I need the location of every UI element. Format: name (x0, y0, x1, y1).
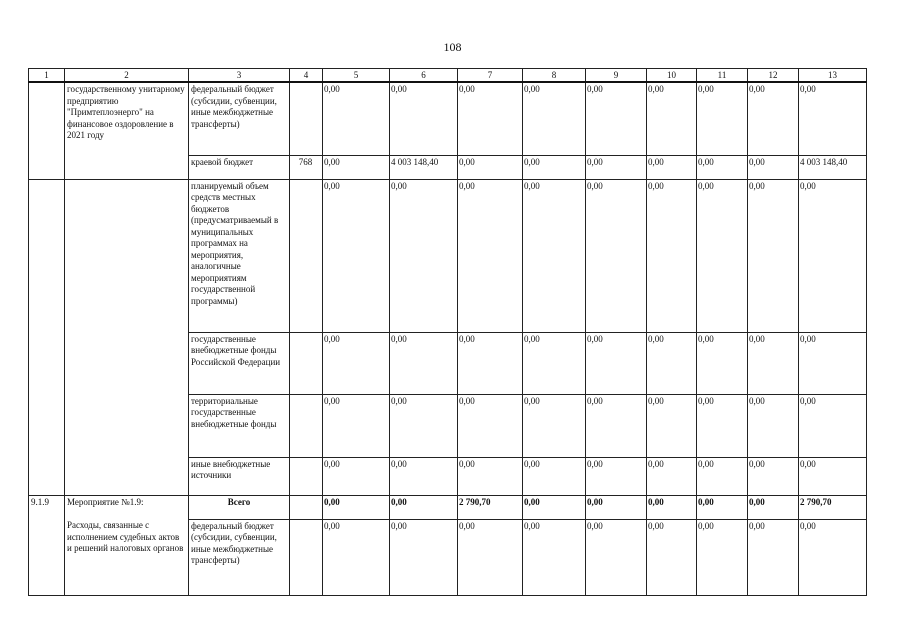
column-header: 12 (748, 69, 799, 83)
row-number-cell (29, 82, 65, 155)
value-cell: 0,00 (748, 179, 799, 332)
funding-source: федеральный бюджет (субсидии, субвенции, иные межбюджетные трансферты) (189, 519, 290, 595)
measure-description: Расходы, связанные с исполнением судебных актов и решений налоговых органов (65, 519, 189, 595)
value-cell: 0,00 (748, 332, 799, 394)
funding-source: территориальные государственные внебюджетные фонды (189, 394, 290, 457)
table-row (29, 179, 867, 332)
value-cell: 4 003 148,40 (799, 155, 867, 179)
value-cell: 0,00 (586, 332, 647, 394)
code-cell (290, 457, 323, 495)
value-cell: 0,00 (523, 179, 586, 332)
value-cell: 0,00 (323, 495, 390, 519)
value-cell: 0,00 (390, 82, 458, 155)
value-cell: 0,00 (697, 495, 748, 519)
measure-description-cont (65, 457, 189, 495)
row-number-cell (29, 394, 65, 457)
value-cell: 0,00 (799, 332, 867, 394)
funding-source: государственные внебюджетные фонды Российской Федерации (189, 332, 290, 394)
row-number-cell (29, 519, 65, 595)
code-cell (290, 394, 323, 457)
column-header: 9 (586, 69, 647, 83)
value-cell: 0,00 (458, 519, 523, 595)
value-cell: 0,00 (458, 332, 523, 394)
funding-source: краевой бюджет (189, 155, 290, 179)
value-cell: 0,00 (458, 82, 523, 155)
value-cell: 0,00 (647, 394, 697, 457)
row-number-cell (29, 457, 65, 495)
value-cell: 0,00 (523, 457, 586, 495)
measure-title: Мероприятие №1.9: (65, 495, 189, 519)
row-number-cell (29, 155, 65, 179)
column-header: 1 (29, 69, 65, 83)
value-cell: 0,00 (586, 155, 647, 179)
value-cell: 0,00 (323, 457, 390, 495)
table-row (29, 332, 867, 394)
table-row (29, 495, 867, 519)
value-cell: 0,00 (697, 394, 748, 457)
value-cell: 0,00 (390, 179, 458, 332)
value-cell: 0,00 (523, 82, 586, 155)
column-header: 4 (290, 69, 323, 83)
funding-source: иные внебюджетные источники (189, 457, 290, 495)
value-cell: 0,00 (458, 179, 523, 332)
column-header: 10 (647, 69, 697, 83)
column-header: 5 (323, 69, 390, 83)
value-cell: 0,00 (390, 495, 458, 519)
value-cell: 0,00 (799, 519, 867, 595)
value-cell: 0,00 (697, 82, 748, 155)
funding-source: Всего (189, 495, 290, 519)
funding-source: планируемый объем средств местных бюджетов (предусматриваемый в муниципальных программах на мероприятия, аналогичные мероприятиям государственной программы) (189, 179, 290, 332)
funding-source: федеральный бюджет (субсидии, субвенции, иные межбюджетные трансферты) (189, 82, 290, 155)
value-cell: 0,00 (799, 82, 867, 155)
value-cell: 0,00 (523, 394, 586, 457)
value-cell: 0,00 (697, 519, 748, 595)
value-cell: 0,00 (647, 82, 697, 155)
value-cell: 0,00 (748, 82, 799, 155)
measure-description: государственному унитарному предприятию "Примтеплоэнерго" на финансовое оздоровление в 2021 году (65, 82, 189, 155)
code-cell (290, 179, 323, 332)
value-cell: 0,00 (390, 332, 458, 394)
row-number-cell (29, 332, 65, 394)
code-cell (290, 495, 323, 519)
code-cell (290, 519, 323, 595)
budget-table (28, 68, 867, 596)
value-cell: 0,00 (647, 332, 697, 394)
column-header: 3 (189, 69, 290, 83)
value-cell: 0,00 (748, 495, 799, 519)
value-cell: 0,00 (523, 332, 586, 394)
value-cell: 0,00 (586, 179, 647, 332)
value-cell: 0,00 (523, 495, 586, 519)
code-cell (290, 82, 323, 155)
value-cell: 0,00 (799, 179, 867, 332)
table-row (29, 155, 867, 179)
value-cell: 0,00 (458, 394, 523, 457)
value-cell: 2 790,70 (458, 495, 523, 519)
column-header: 2 (65, 69, 189, 83)
column-header: 13 (799, 69, 867, 83)
value-cell: 0,00 (647, 519, 697, 595)
row-number-cell (29, 179, 65, 332)
value-cell: 0,00 (748, 457, 799, 495)
value-cell: 0,00 (458, 155, 523, 179)
value-cell: 0,00 (799, 457, 867, 495)
column-header: 11 (697, 69, 748, 83)
value-cell: 0,00 (647, 179, 697, 332)
value-cell: 0,00 (586, 394, 647, 457)
value-cell: 0,00 (458, 457, 523, 495)
value-cell: 0,00 (523, 155, 586, 179)
column-header: 7 (458, 69, 523, 83)
code-cell (290, 332, 323, 394)
value-cell: 0,00 (323, 394, 390, 457)
value-cell: 0,00 (586, 495, 647, 519)
value-cell: 0,00 (799, 394, 867, 457)
column-header: 6 (390, 69, 458, 83)
value-cell: 0,00 (390, 457, 458, 495)
value-cell: 0,00 (323, 332, 390, 394)
value-cell: 2 790,70 (799, 495, 867, 519)
value-cell: 0,00 (697, 179, 748, 332)
value-cell: 4 003 148,40 (390, 155, 458, 179)
value-cell: 0,00 (323, 179, 390, 332)
value-cell: 0,00 (390, 519, 458, 595)
value-cell: 0,00 (390, 394, 458, 457)
value-cell: 0,00 (586, 457, 647, 495)
measure-description-cont (65, 155, 189, 179)
value-cell: 0,00 (748, 519, 799, 595)
value-cell: 0,00 (647, 457, 697, 495)
value-cell: 0,00 (697, 332, 748, 394)
value-cell: 0,00 (323, 82, 390, 155)
table-row (29, 394, 867, 457)
table-row (29, 519, 867, 595)
table-row (29, 82, 867, 155)
page-number: 108 (443, 40, 462, 54)
value-cell: 0,00 (323, 155, 390, 179)
column-header: 8 (523, 69, 586, 83)
measure-description-cont (65, 179, 189, 332)
value-cell: 0,00 (748, 155, 799, 179)
measure-description-cont (65, 332, 189, 394)
code-cell: 768 (290, 155, 323, 179)
value-cell: 0,00 (748, 394, 799, 457)
value-cell: 0,00 (697, 155, 748, 179)
table-row (29, 457, 867, 495)
value-cell: 0,00 (647, 155, 697, 179)
value-cell: 0,00 (523, 519, 586, 595)
measure-description-cont (65, 394, 189, 457)
column-number-header (29, 69, 867, 83)
value-cell: 0,00 (323, 519, 390, 595)
value-cell: 0,00 (647, 495, 697, 519)
value-cell: 0,00 (697, 457, 748, 495)
value-cell: 0,00 (586, 519, 647, 595)
value-cell: 0,00 (586, 82, 647, 155)
row-number-cell: 9.1.9 (29, 495, 65, 519)
